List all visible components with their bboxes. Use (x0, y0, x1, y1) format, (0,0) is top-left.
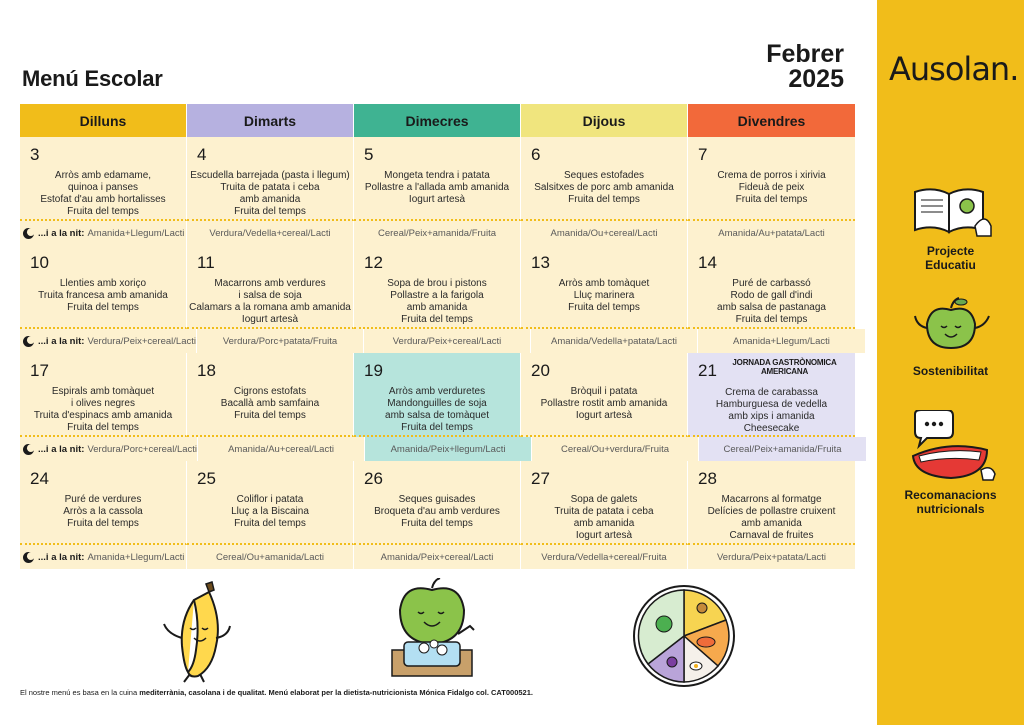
dinner-suggestion (20, 221, 187, 245)
dish-line: Mongeta tendra i patata (384, 170, 490, 181)
day-cell (521, 461, 688, 545)
dinner-text: Verdura/Vedella+cereal/Lacti (209, 227, 331, 239)
dish-line: Fruita del temps (401, 314, 473, 325)
dish-list (189, 278, 351, 326)
day-number: 14 (698, 253, 717, 272)
day-cell (354, 461, 521, 545)
weekday-dijous: Dijous (521, 104, 688, 137)
dish-list (356, 278, 518, 326)
dish-line: Pollastre rostit amb amanida (540, 398, 668, 409)
dinner-suggestion (187, 545, 354, 569)
dinner-suggestion (521, 545, 688, 569)
footer-prefix: El nostre menú es basa en la cuina (20, 688, 140, 697)
day-number: 24 (30, 469, 49, 488)
dinner-suggestion (688, 545, 855, 569)
dinner-text: Amanida+Llegum/Lacti (87, 551, 185, 563)
apple-character-icon (905, 296, 997, 354)
dish-line: Arròs amb tomàquet (558, 278, 650, 289)
weekday-header (20, 104, 854, 137)
sidebar-item-label: Sostenibilitat (912, 364, 989, 378)
day-cell (688, 353, 855, 437)
dish-line: i olives negres (71, 398, 135, 409)
day-number: 12 (364, 253, 383, 272)
dish-line: Espirals amb tomàquet (51, 386, 155, 397)
day-cell (688, 245, 855, 329)
dinner-text: Verdura/Peix+cereal/Lacti (87, 335, 196, 347)
dish-list (22, 494, 184, 530)
dish-list (690, 170, 853, 206)
dish-list (523, 170, 685, 206)
dish-line: amb amanida (239, 194, 301, 205)
dish-line: Fruita del temps (234, 518, 306, 529)
dish-line: Lluç marinera (573, 290, 635, 301)
dish-line: Sopa de brou i pistons (387, 278, 487, 289)
dinner-label: ...i a la nit: (38, 227, 85, 239)
dish-line: Hamburguesa de vedella (715, 399, 828, 410)
dish-line: Estofat d'au amb hortalisses (40, 194, 166, 205)
dish-line: quinoa i panses (67, 182, 139, 193)
dish-line: i salsa de soja (238, 290, 302, 301)
dish-line: Arròs amb edamame, (54, 170, 152, 181)
dinner-text: Cereal/Peix+amanida/Fruita (723, 443, 842, 455)
dinner-label: ...i a la nit: (38, 443, 85, 455)
day-cell (20, 461, 187, 545)
dinner-suggestion (521, 221, 688, 245)
dish-line: Lluç a la Biscaina (231, 506, 309, 517)
calendar-week (20, 245, 854, 353)
dish-line: Iogurt artesà (575, 410, 633, 421)
dish-line: Escudella barrejada (pasta i llegum) (190, 170, 350, 181)
day-number: 13 (531, 253, 550, 272)
day-number: 27 (531, 469, 550, 488)
sidebar-item-sostenibilitat[interactable] (877, 296, 1024, 378)
dinner-suggestion (364, 329, 531, 353)
dish-line: Fruita del temps (568, 194, 640, 205)
calendar-week (20, 137, 854, 245)
weekday-dimecres: Dimecres (354, 104, 521, 137)
dish-line: Delícies de pollastre cruixent (707, 506, 836, 517)
dinner-text: Cereal/Peix+amanida/Fruita (377, 227, 497, 239)
dish-line: Fruita del temps (67, 206, 139, 217)
week-days-row (20, 353, 854, 437)
dish-line: Fruita del temps (735, 194, 808, 205)
dish-line: Salsitxes de porc amb amanida (534, 182, 674, 193)
dinner-text: Verdura/Porc+cereal/Lacti (87, 443, 198, 455)
calendar-week (20, 353, 854, 461)
sidebar-item-projecte-educatiu[interactable] (877, 182, 1024, 272)
dish-line: Truita de patata i ceba (220, 182, 320, 193)
weekday-dilluns: Dilluns (20, 104, 187, 137)
day-cell (521, 353, 688, 437)
day-number: 18 (197, 361, 216, 380)
brand-logo: Ausolan. (889, 50, 1019, 88)
dish-line: Calamars a la romana amb amanida (189, 302, 351, 313)
day-number: 4 (197, 145, 207, 164)
dinner-text: Amanida+Llegum/Lacti (87, 227, 185, 239)
dish-list (189, 170, 351, 218)
day-number: 11 (197, 253, 215, 272)
dish-line: Fruita del temps (67, 518, 139, 529)
dish-line: Carnaval de fruites (729, 530, 814, 541)
day-number: 10 (30, 253, 49, 272)
moon-icon (23, 228, 34, 239)
day-number: 25 (197, 469, 216, 488)
day-cell (688, 137, 855, 221)
dish-line: Iogurt artesà (408, 194, 466, 205)
dinner-suggestions-row (20, 221, 854, 245)
year-label: 2025 (788, 65, 844, 93)
dinner-text: Cereal/Ou+amanida/Lacti (216, 551, 324, 563)
dish-line: amb salsa de pastanaga (717, 302, 826, 313)
dish-line: Sopa de galets (570, 494, 638, 505)
dish-line: Pollastre a l'allada amb amanida (364, 182, 510, 193)
dish-line: Coliflor i patata (236, 494, 304, 505)
dinner-label: ...i a la nit: (38, 335, 85, 347)
day-number: 5 (364, 145, 374, 164)
dish-list (690, 278, 853, 326)
dinner-suggestion (688, 221, 855, 245)
dinner-suggestion (187, 221, 354, 245)
dish-line: Fruita del temps (401, 518, 473, 529)
dish-list (690, 494, 853, 542)
weekday-divendres: Divendres (688, 104, 855, 137)
dish-line: Puré de carbassó (732, 278, 811, 289)
week-days-row (20, 461, 854, 545)
dinner-suggestion (698, 329, 865, 353)
dinner-text: Verdura/Peix+cereal/Lacti (392, 335, 502, 347)
special-day-label: JORNADA GASTRÒNOMICA AMERICANA (732, 358, 837, 376)
day-cell (354, 137, 521, 221)
dinner-suggestions-row (20, 329, 854, 353)
dinner-suggestion (197, 329, 364, 353)
month-year (766, 42, 844, 92)
dinner-text: Verdura/Vedella+cereal/Fruita (541, 551, 667, 563)
dish-line: amb salsa de tomàquet (385, 410, 489, 421)
dish-line: amb amanida (741, 518, 802, 529)
dish-line: Fruita del temps (234, 410, 306, 421)
dinner-suggestion (354, 221, 521, 245)
dish-line: Fruita del temps (735, 314, 808, 325)
dish-line: Bacallà amb samfaina (220, 398, 320, 409)
dinner-text: Amanida/Peix+llegum/Lacti (390, 443, 506, 455)
dish-list (523, 494, 685, 542)
dish-line: Arròs a la cassola (63, 506, 143, 517)
dinner-suggestion (532, 437, 699, 461)
footer-note (20, 688, 533, 697)
day-number: 21 (698, 361, 717, 380)
dinner-text: Amanida/Ou+cereal/Lacti (550, 227, 658, 239)
dinner-suggestion (699, 437, 866, 461)
brand-sidebar (877, 0, 1024, 725)
week-days-row (20, 137, 854, 221)
day-number: 17 (30, 361, 49, 380)
dish-line: Crema de carabassa (725, 387, 818, 398)
day-number: 3 (30, 145, 40, 164)
dish-list (189, 386, 351, 422)
dish-line: Cigrons estofats (233, 386, 307, 397)
day-number: 26 (364, 469, 383, 488)
dish-line: Puré de verdures (64, 494, 142, 505)
dinner-suggestion (20, 437, 198, 461)
dish-line: Truita d'espinacs amb amanida (33, 410, 173, 421)
dish-list (189, 494, 351, 530)
dish-line: Truita de patata i ceba (554, 506, 654, 517)
dinner-text: Amanida/Au+cereal/Lacti (228, 443, 334, 455)
dish-line: Mandonguilles de soja (387, 398, 487, 409)
dish-line: amb amanida (406, 302, 468, 313)
dish-line: Arròs amb verduretes (388, 386, 486, 397)
sidebar-item-recomanacions[interactable] (877, 410, 1024, 516)
day-cell (187, 245, 354, 329)
dish-line: Iogurt artesà (241, 314, 299, 325)
dish-line: Crema de porros i xirivia (717, 170, 826, 181)
dish-list (356, 494, 518, 530)
dinner-text: Amanida/Peix+cereal/Lacti (380, 551, 494, 563)
moon-icon (23, 552, 34, 563)
day-cell (521, 137, 688, 221)
book-icon (905, 182, 997, 242)
dish-line: Fruita del temps (568, 302, 640, 313)
dish-line: Fruita del temps (401, 422, 473, 433)
dish-list (523, 278, 685, 314)
dinner-text: Amanida+Llegum/Lacti (733, 335, 830, 347)
dish-list (523, 386, 685, 422)
dish-line: Fruita del temps (67, 302, 139, 313)
dinner-suggestion (198, 437, 365, 461)
dish-list (22, 170, 184, 218)
dinner-text: Verdura/Peix+patata/Lacti (716, 551, 827, 563)
day-number: 7 (698, 145, 708, 164)
dish-line: Llenties amb xoriço (59, 278, 147, 289)
dish-list (22, 278, 184, 314)
dish-line: Iogurt artesà (575, 530, 633, 541)
dish-line: Fideuà de peix (738, 182, 805, 193)
dish-line: Truita francesa amb amanida (38, 290, 168, 301)
weekday-dimarts: Dimarts (187, 104, 354, 137)
sidebar-item-label: Projecte Educatiu (925, 244, 976, 272)
day-number: 28 (698, 469, 717, 488)
dinner-text: Verdura/Porc+patata/Fruita (222, 335, 338, 347)
mouth-speech-icon (901, 410, 1001, 482)
day-number: 19 (364, 361, 383, 380)
month-label: Febrer (766, 40, 844, 68)
dinner-text: Cereal/Ou+verdura/Fruita (561, 443, 670, 455)
banana-character-icon (154, 580, 234, 684)
dinner-suggestion (354, 545, 521, 569)
dinner-suggestion (20, 329, 197, 353)
dinner-label: ...i a la nit: (38, 551, 85, 563)
dish-list (22, 386, 184, 434)
moon-icon (23, 336, 34, 347)
dish-line: amb amanida (573, 518, 635, 529)
calendar-week (20, 461, 854, 569)
dish-line: Pollastre a la farigola (390, 290, 484, 301)
day-number: 20 (531, 361, 550, 380)
dish-line: Bròquil i patata (570, 386, 638, 397)
day-cell (688, 461, 855, 545)
footer-emphasis: mediterrània, casolana i de qualitat. Menú elaborat per la dietista-nutricionista Mónica Fidalgo col. CAT000521. (139, 688, 533, 697)
dish-line: Rodo de gall d'indi (730, 290, 813, 301)
dish-line: Cheesecake (743, 423, 800, 434)
day-cell (187, 137, 354, 221)
dinner-suggestion (531, 329, 698, 353)
day-cell (521, 245, 688, 329)
dish-line: Fruita del temps (67, 422, 139, 433)
week-days-row (20, 245, 854, 329)
moon-icon (23, 444, 34, 455)
sidebar-item-label: Recomanacions nutricionals (904, 488, 997, 516)
day-number: 6 (531, 145, 541, 164)
day-cell (20, 137, 187, 221)
dinner-suggestions-row (20, 437, 854, 461)
day-cell (187, 461, 354, 545)
dish-list (690, 387, 853, 435)
page-title: Menú Escolar (22, 66, 163, 91)
dinner-suggestion (20, 545, 187, 569)
dish-line: Seques guisades (398, 494, 476, 505)
healthy-plate-icon (632, 584, 736, 688)
menu-calendar (20, 104, 854, 569)
day-cell (354, 353, 521, 437)
dish-line: amb xips i amanida (728, 411, 815, 422)
day-cell (354, 245, 521, 329)
day-cell (187, 353, 354, 437)
dinner-text: Amanida/Vedella+patata/Lacti (551, 335, 677, 347)
day-cell (20, 353, 187, 437)
dish-line: Fruita del temps (234, 206, 306, 217)
dish-list (356, 170, 518, 206)
weeks-container (20, 137, 854, 569)
dinner-suggestions-row (20, 545, 854, 569)
apple-washing-hands-icon (384, 578, 480, 684)
dish-list (356, 386, 518, 434)
dish-line: Macarrons al formatge (721, 494, 822, 505)
dish-line: Broqueta d'au amb verdures (374, 506, 500, 517)
dinner-suggestion (365, 437, 532, 461)
day-cell (20, 245, 187, 329)
dish-line: Macarrons amb verdures (214, 278, 326, 289)
dinner-text: Amanida/Au+patata/Lacti (718, 227, 825, 239)
dish-line: Seques estofades (563, 170, 645, 181)
